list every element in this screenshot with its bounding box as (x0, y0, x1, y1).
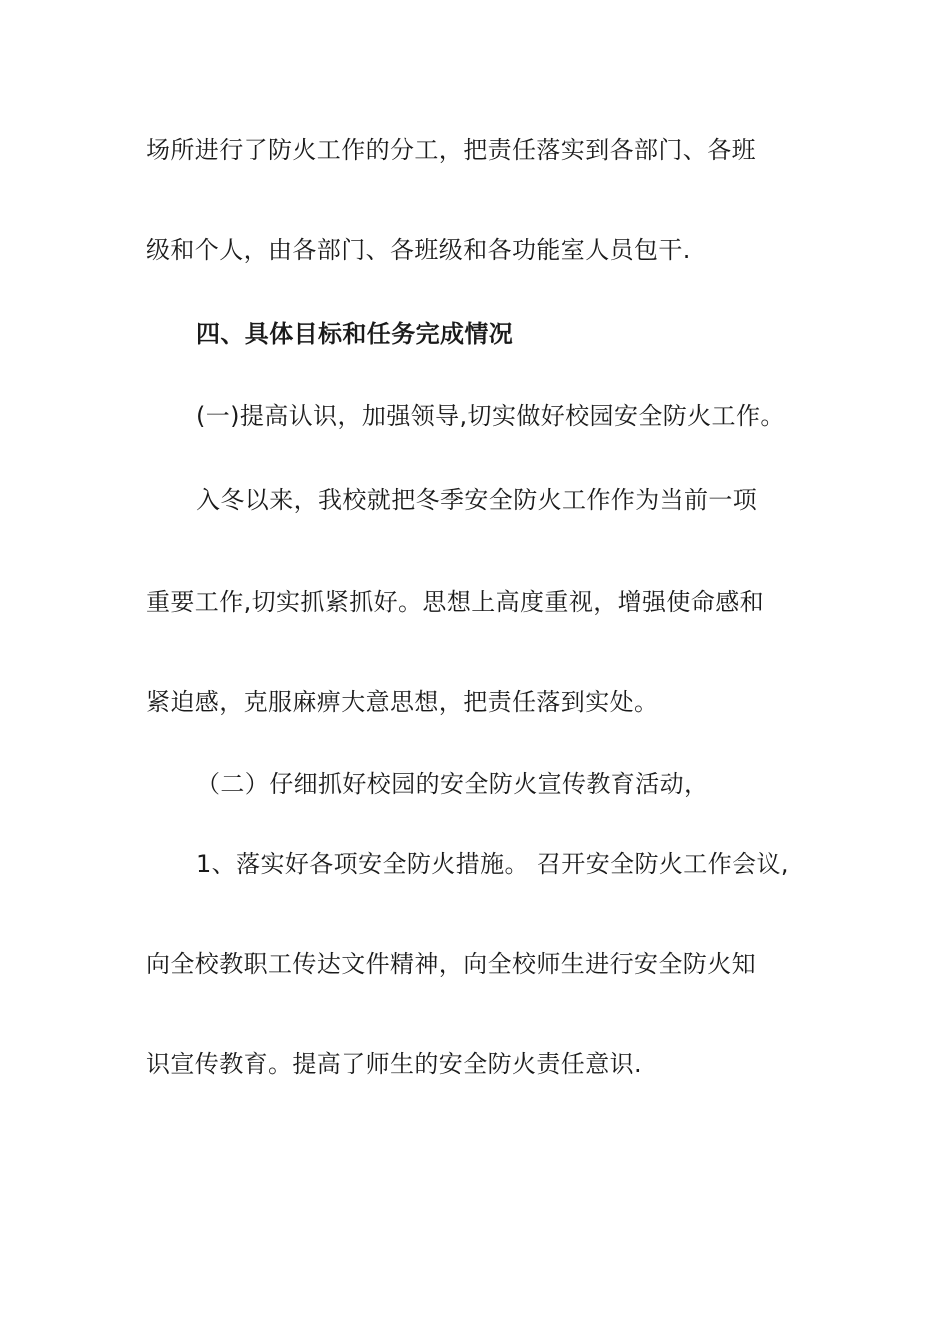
paragraph-line: 重要工作,切实抓紧抓好。思想上高度重视，增强使命感和 (146, 588, 765, 616)
section-heading: 四、具体目标和任务完成情况 (196, 320, 514, 348)
paragraph-line: 场所进行了防火工作的分工，把责任落实到各部门、各班 (146, 136, 756, 164)
list-item: 1、落实好各项安全防火措施。 召开安全防火工作会议, (196, 850, 789, 878)
subsection-heading: （二）仔细抓好校园的安全防火宣传教育活动， (196, 770, 709, 798)
paragraph-line: 识宣传教育。提高了师生的安全防火责任意识. (146, 1050, 643, 1078)
paragraph-line: 入冬以来，我校就把冬季安全防火工作作为当前一项 (196, 486, 758, 514)
paragraph-line: 向全校教职工传达文件精神，向全校师生进行安全防火知 (146, 950, 756, 978)
paragraph-line: 级和个人，由各部门、各班级和各功能室人员包干. (146, 236, 691, 264)
paragraph-line: 紧迫感，克服麻痹大意思想，把责任落到实处。 (146, 688, 659, 716)
subsection-heading: (一)提高认识，加强领导,切实做好校园安全防火工作。 (196, 402, 785, 430)
